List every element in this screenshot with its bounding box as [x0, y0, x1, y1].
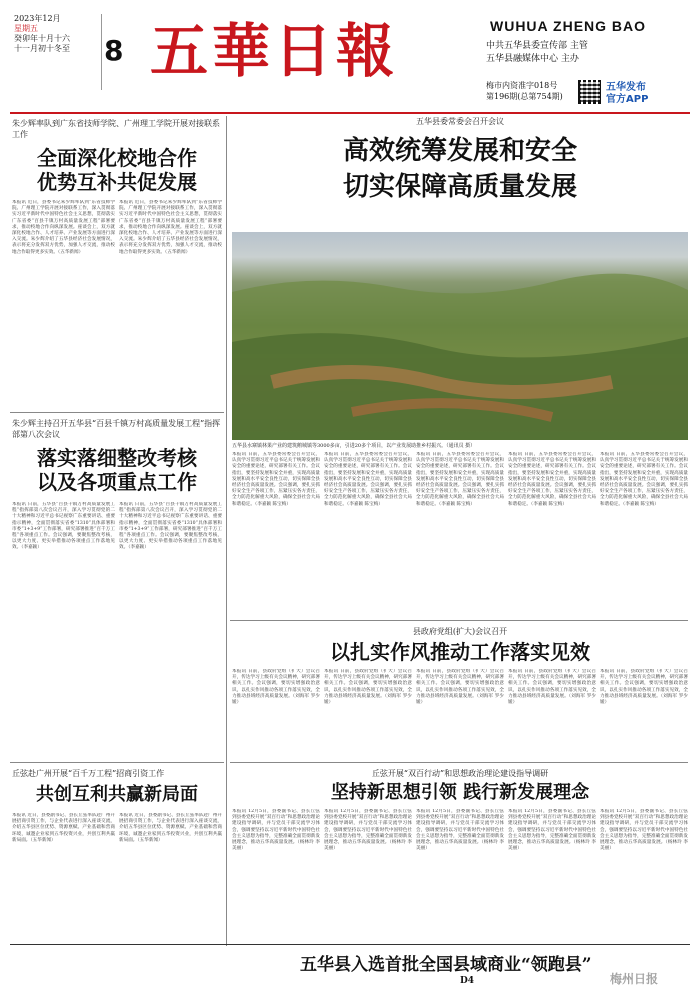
article-body: 本报讯 近日，县委书记朱少辉率队到“东省技师学院、广州理工学院开展对接联系工作，深入贯彻落实习近平新时代中国特色社会主义思想，贯彻落实广东省委“百县千镇万村高质量发展工程”部署要求，推动校地合作向纵深发展。座谈会上，双方就深化校地合作、人才培养、产业发展等方面进行深入交流。朱少辉介绍了五华县经济社会发展情况，表示将充分发挥双方优势，加强人才交流，推动校地合作取得更多实效。（五华新闻） — [12, 200, 115, 255]
headline-line: 以及各项重点工作 — [37, 470, 197, 494]
cn-info — [486, 80, 563, 102]
section-divider — [230, 620, 688, 621]
article-kicker: 朱少辉主持召开五华县“百县千镇万村高质量发展工程”指挥部第八次会议 — [12, 419, 221, 439]
article-headline: 以扎实作风推动工作落实见效 — [330, 640, 590, 664]
article-body: 本报讯 12月5日，县委副书记、县长丘弦到县委党校开展“双百行动”和思想政治理论建设指导调研，并与党员干部交流学习体会，强调要坚持以习近平新时代中国特色社会主义思想为指导，完整准确全面贯彻新发展理念，推动五华高质量发展。（杨林玲 李美丽） — [508, 809, 596, 852]
article-body: 本报讯 日前，五华县委常委会召开会议，认真学习贯彻习近平总书记关于统筹发展和安全的重要论述，研究部署有关工作。会议指出，要坚持发展和安全并重，实现高质量发展和高水平安全良性互动，切实保障全县经济社会高质量发展。会议强调，要扎实抓好安全生产各项工作，压紧压实各方责任，全力防范化解重大风险，确保全县社会大局和谐稳定。（李嘉颖 陈宝梅） — [600, 452, 688, 507]
header-rule — [10, 112, 690, 114]
article-body: 本报讯 日前，五华县“百县千镇万村高质量发展工程”指挥部第八次会议召开，深入学习贯彻党的二十大精神和习近平总书记视察广东重要讲话、重要指示精神，全面贯彻落实省委“1310”具体部署和市委“1+3+9”工作部署，研究部署推进“百千万工程”各项重点工作。会议强调，要聚焦整改考核，以更大力度、更实举措推动各项重点工作落地见效。（李嘉颖） — [119, 502, 222, 551]
publisher-info — [486, 40, 588, 66]
section-divider — [10, 762, 224, 763]
app-name: 五华发布 — [606, 82, 646, 93]
article-body: 本报讯 日前，县政府党组（扩大）会议召开，传达学习上级有关会议精神，研究部署相关工作。会议强调，要切实增强政治意识，以扎实作风推动各项工作落实见效，全力推动县域经济高质量发展。（刘海军 罗少媛） — [416, 669, 504, 706]
article-body: 本报讯 近日，县委副书记、县长丘弦率队赴广州开展招商引资工作，与企业代表进行深入座谈交流，介绍五华县区位优势、资源禀赋、产业基础和营商环境，诚邀企业家到五华投资兴业，共创互利共赢新局面。（五华新闻） — [12, 813, 115, 843]
page-number: 8 — [104, 34, 124, 67]
column-divider — [226, 116, 227, 946]
app-sub: 官方APP — [606, 94, 649, 105]
photo-terrain — [232, 232, 688, 440]
cn-line: 梅市内资准字018号 — [486, 81, 558, 90]
article-body: 本报讯 日前，县政府党组（扩大）会议召开，传达学习上级有关会议精神，研究部署相关工作。会议强调，要切实增强政治意识，以扎实作风推动各项工作落实见效，全力推动县域经济高质量发展。（刘海军 罗少媛） — [232, 669, 320, 706]
date-line: 星期五 — [14, 24, 38, 33]
article-body: 本报讯 日前，县政府党组（扩大）会议召开，传达学习上级有关会议精神，研究部署相关工作。会议强调，要切实增强政治意识，以扎实作风推动各项工作落实见效，全力推动县域经济高质量发展。（刘海军 罗少媛） — [508, 669, 596, 706]
article-main-safety — [232, 116, 688, 205]
article-headline: 坚持新思想引领 践行新发展理念 — [330, 782, 590, 803]
article-body: 本报讯 12月5日，县委副书记、县长丘弦到县委党校开展“双百行动”和思想政治理论建设指导调研，并与党员干部交流学习体会，强调要坚持以习近平新时代中国特色社会主义思想为指导，完整准确全面贯彻新发展理念，推动五华高质量发展。（杨林玲 李美丽） — [324, 809, 412, 852]
qr-pattern — [580, 82, 600, 102]
article-headline — [232, 133, 688, 205]
article-body: 本报讯 12月5日，县委副书记、县长丘弦到县委党校开展“双百行动”和思想政治理论建设指导调研，并与党员干部交流学习体会，强调要坚持以习近平新时代中国特色社会主义思想为指导，完整准确全面贯彻新发展理念，推动五华高质量发展。（杨林玲 李美丽） — [416, 809, 504, 852]
date-box — [14, 14, 102, 90]
article-rectification — [12, 418, 222, 750]
article-kicker: 五华县委常委会召开会议 — [416, 117, 504, 126]
org-line: 五华县融媒体中心 主办 — [486, 54, 579, 64]
article-headline: 共创互利共赢新局面 — [36, 784, 198, 805]
photo-caption: 五华县水寨镇林果产业的建筑鹅城镇等3000多亩，引进20多个项目，以产业发展助推乡村振兴。（通讯员 摄） — [232, 443, 476, 449]
article-kicker: 丘弦赴广州开展“百千万工程”招商引资工作 — [12, 769, 165, 778]
article-body: 本报讯 日前，五华县委常委会召开会议，认真学习贯彻习近平总书记关于统筹发展和安全的重要论述，研究部署有关工作。会议指出，要坚持发展和安全并重，实现高质量发展和高水平安全良性互动，切实保障全县经济社会高质量发展。会议强调，要扎实抓好安全生产各项工作，压紧压实各方责任，全力防范化解重大风险，确保全县社会大局和谐稳定。（李嘉颖 陈宝梅） — [232, 452, 320, 507]
app-badge[interactable] — [606, 82, 648, 106]
headline-line: 全面深化校地合作 — [37, 146, 197, 170]
article-body: 本报讯 近日，县委书记朱少辉率队到“东省技师学院、广州理工学院开展对接联系工作，深入贯彻落实习近平新时代中国特色社会主义思想，贯彻落实广东省委“百县千镇万村高质量发展工程”部署要求，推动校地合作向纵深发展。座谈会上，双方就深化校地合作、人才培养、产业发展等方面进行深入交流。朱少辉介绍了五华县经济社会发展情况，表示将充分发挥双方优势，加强人才交流，推动校地合作取得更多实效。（五华新闻） — [119, 200, 222, 255]
masthead-pinyin: WUHUA ZHENG BAO — [490, 18, 647, 34]
watermark-logo: 梅州日报 — [610, 972, 659, 986]
article-body: 本报讯 日前，五华县委常委会召开会议，认真学习贯彻习近平总书记关于统筹发展和安全的重要论述，研究部署有关工作。会议指出，要坚持发展和安全并重，实现高质量发展和高水平安全良性互动，切实保障全县经济社会高质量发展。会议强调，要扎实抓好安全生产各项工作，压紧压实各方责任，全力防范化解重大风险，确保全县社会大局和谐稳定。（李嘉颖 陈宝梅） — [508, 452, 596, 507]
masthead-title: 五華日報 — [150, 17, 399, 85]
article-school-cooperation — [12, 118, 222, 422]
main-body-columns — [232, 452, 688, 616]
footer-page-label: D4 — [460, 976, 475, 986]
article-body: 本报讯 日前，五华县委常委会召开会议，认真学习贯彻习近平总书记关于统筹发展和安全的重要论述，研究部署有关工作。会议指出，要坚持发展和安全并重，实现高质量发展和高水平安全良性互动，切实保障全县经济社会高质量发展。会议强调，要扎实抓好安全生产各项工作，压紧压实各方责任，全力防范化解重大风险，确保全县社会大局和谐稳定。（李嘉颖 陈宝梅） — [416, 452, 504, 507]
article-body: 本报讯 日前，县政府党组（扩大）会议召开，传达学习上级有关会议精神，研究部署相关工作。会议强调，要切实增强政治意识，以扎实作风推动各项工作落实见效，全力推动县域经济高质量发展。（刘海军 罗少媛） — [324, 669, 412, 706]
article-kicker: 丘弦开展“双百行动”和思想政治理论建设指导调研 — [371, 769, 549, 778]
cn-line: 第196期(总第754期) — [486, 92, 563, 101]
article-body: 本报讯 日前，五华县“百县千镇万村高质量发展工程”指挥部第八次会议召开，深入学习贯彻党的二十大精神和习近平总书记视察广东重要讲话、重要指示精神，全面贯彻落实省委“1310”具体部署和市委“1+3+9”工作部署，研究部署推进“百千万工程”各项重点工作。会议强调，要聚焦整改考核，以更大力度、更实举措推动各项重点工作落地见效。（李嘉颖） — [12, 502, 115, 551]
section-divider — [230, 762, 688, 763]
article-body: 本报讯 日前，县政府党组（扩大）会议召开，传达学习上级有关会议精神，研究部署相关工作。会议强调，要切实增强政治意识，以扎实作风推动各项工作落实见效，全力推动县域经济高质量发展。（刘海军 罗少媛） — [600, 669, 688, 706]
org-line: 中共五华县委宣传部 主管 — [486, 41, 588, 51]
article-headline — [12, 146, 222, 194]
article-body: 本报讯 12月5日，县委副书记、县长丘弦到县委党校开展“双百行动”和思想政治理论建设指导调研，并与党员干部交流学习体会，强调要坚持以习近平新时代中国特色社会主义思想为指导，完整准确全面贯彻新发展理念，推动五华高质量发展。（杨林玲 李美丽） — [600, 809, 688, 852]
headline-line: 切实保障高质量发展 — [342, 172, 577, 202]
headline-line: 高效统筹发展和安全 — [342, 136, 577, 166]
article-body: 本报讯 近日，县委副书记、县长丘弦率队赴广州开展招商引资工作，与企业代表进行深入座谈交流，介绍五华县区位优势、资源禀赋、产业基础和营商环境，诚邀企业家到五华投资兴业，共创互利共赢新局面。（五华新闻） — [119, 813, 222, 843]
article-study — [232, 768, 688, 945]
article-body: 本报讯 12月5日，县委副书记、县长丘弦到县委党校开展“双百行动”和思想政治理论建设指导调研，并与党员干部交流学习体会，强调要坚持以习近平新时代中国特色社会主义思想为指导，完整准确全面贯彻新发展理念，推动五华高质量发展。（杨林玲 李美丽） — [232, 809, 320, 852]
date-line: 2023年12月 — [14, 14, 61, 23]
date-line: 十一月初十冬至 — [14, 44, 70, 53]
article-kicker: 县政府党组(扩大)会议召开 — [412, 627, 508, 636]
article-body: 本报讯 日前，五华县委常委会召开会议，认真学习贯彻习近平总书记关于统筹发展和安全的重要论述，研究部署有关工作。会议指出，要坚持发展和安全并重，实现高质量发展和高水平安全良性互动，切实保障全县经济社会高质量发展。会议强调，要扎实抓好安全生产各项工作，压紧压实各方责任，全力防范化解重大风险，确保全县社会大局和谐稳定。（李嘉颖 陈宝梅） — [324, 452, 412, 507]
article-investment — [12, 768, 222, 949]
headline-line: 优势互补共促发展 — [37, 170, 197, 194]
article-government — [232, 626, 688, 761]
headline-line: 落实落细整改考核 — [37, 446, 197, 470]
article-kicker: 朱少辉率队到广东省技师学院、广州理工学院开展对接联系工作 — [12, 119, 220, 139]
footer-teaser[interactable]: 五华县入选首批全国县域商业“领跑县” — [300, 955, 592, 975]
landscape-photo — [232, 232, 688, 440]
article-headline — [12, 446, 222, 494]
date-line: 癸卯年十月十六 — [14, 34, 70, 43]
